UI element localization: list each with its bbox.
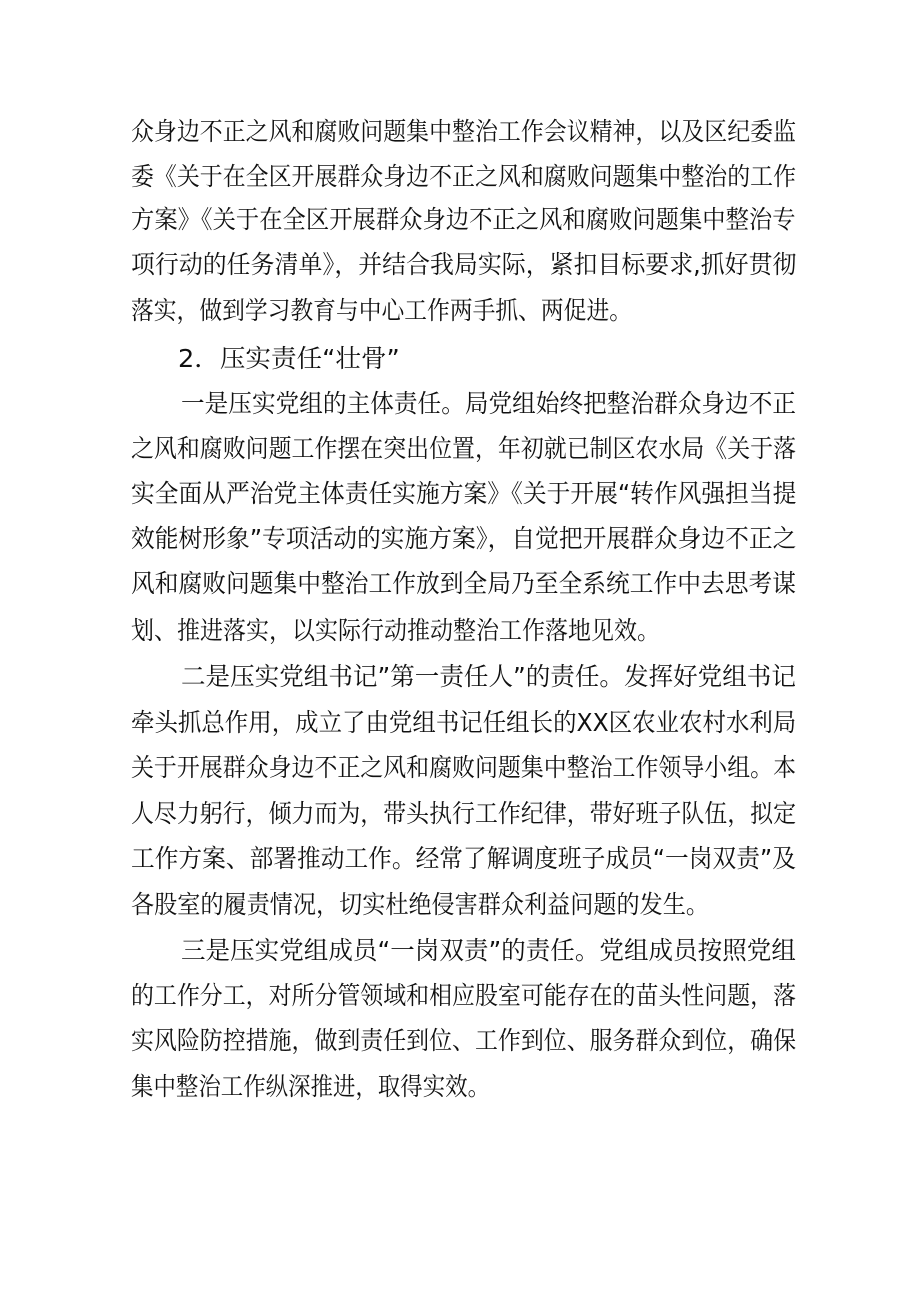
text-line-content: 三是压实党组成员“一岗双责”的责任。党组成员按照党组: [181, 936, 796, 965]
text-line: [0, 474, 920, 514]
text-line-content: 工作方案、部署推动工作。经常了解调度班子成员“一岗双责”及: [131, 844, 796, 873]
text-line: [0, 429, 920, 469]
text-line: [0, 157, 920, 197]
text-line-content: 之风和腐败问题工作摆在突出位置，年初就已制区农水局《关于落: [131, 434, 797, 463]
text-line: [0, 564, 920, 604]
text-line-content: 实全面从严治党主体责任实施方案》《关于开展“转作风强担当提: [131, 479, 797, 508]
text-line-content: 实风险防控措施，做到责任到位、工作到位、服务群众到位，确保: [131, 1026, 797, 1055]
text-line-content: 方案》《关于在全区开展群众身边不正之风和腐败问题集中整治专: [131, 205, 796, 234]
text-line-content: 落实，做到学习教育与中心工作两手抓、两促进。: [131, 296, 633, 325]
text-line-content: 风和腐败问题集中整治工作放到全局乃至全系统工作中去思考谋: [131, 569, 797, 598]
text-line-content: 划、推进落实，以实际行动推动整治工作落地见效。: [131, 616, 661, 645]
text-line: [0, 519, 920, 559]
text-line: [0, 657, 920, 697]
text-line-content: 委《关于在全区开展群众身边不正之风和腐败问题集中整治的工作: [131, 162, 797, 191]
text-line: [0, 976, 920, 1016]
text-line-content: 牵头抓总作用，成立了由党组书记任组长的XX区农业农村水利局: [131, 708, 797, 737]
text-line: [0, 885, 920, 925]
text-line-content: 效能树形象”专项活动的实施方案》，自觉把开展群众身边不正之: [131, 524, 797, 553]
text-line-content: 各股室的履责情况，切实杜绝侵害群众利益问题的发生。: [131, 890, 710, 919]
text-line: [0, 200, 920, 240]
text-line-content: 集中整治工作纵深推进，取得实效。: [131, 1072, 491, 1101]
text-line: [0, 1021, 920, 1061]
text-line: [0, 794, 920, 834]
text-line-content: 的工作分工，对所分管领域和相应股室可能存在的苗头性问题，落: [131, 981, 797, 1010]
text-line: [0, 611, 920, 651]
text-line-content: 项行动的任务清单》，并结合我局实际，紧扣目标要求,抓好贯彻: [131, 250, 797, 279]
text-line: [0, 245, 920, 285]
text-line-content: 人尽力躬行，倾力而为，带头执行工作纪律，带好班子队伍，拟定: [131, 799, 797, 828]
text-line-content: 二是压实党组书记”第一责任人”的责任。发挥好党组书记: [181, 662, 796, 691]
text-line-content: 一是压实党组的主体责任。局党组始终把整治群众身边不正: [181, 389, 797, 418]
text-line: [0, 112, 920, 152]
text-line: [0, 1067, 920, 1107]
text-line: [0, 748, 920, 788]
text-line-content: 关于开展群众身边不正之风和腐败问题集中整治工作领导小组。本: [131, 753, 797, 782]
text-line: [0, 839, 920, 879]
text-line: [0, 931, 920, 971]
section-heading-text: 2．压实责任“壮骨”: [178, 344, 400, 373]
text-line: [0, 291, 920, 331]
text-line: [0, 384, 920, 424]
text-line: [0, 703, 920, 743]
section-heading: [0, 339, 920, 379]
text-line-content: 众身边不正之风和腐败问题集中整治工作会议精神，以及区纪委监: [131, 117, 797, 146]
